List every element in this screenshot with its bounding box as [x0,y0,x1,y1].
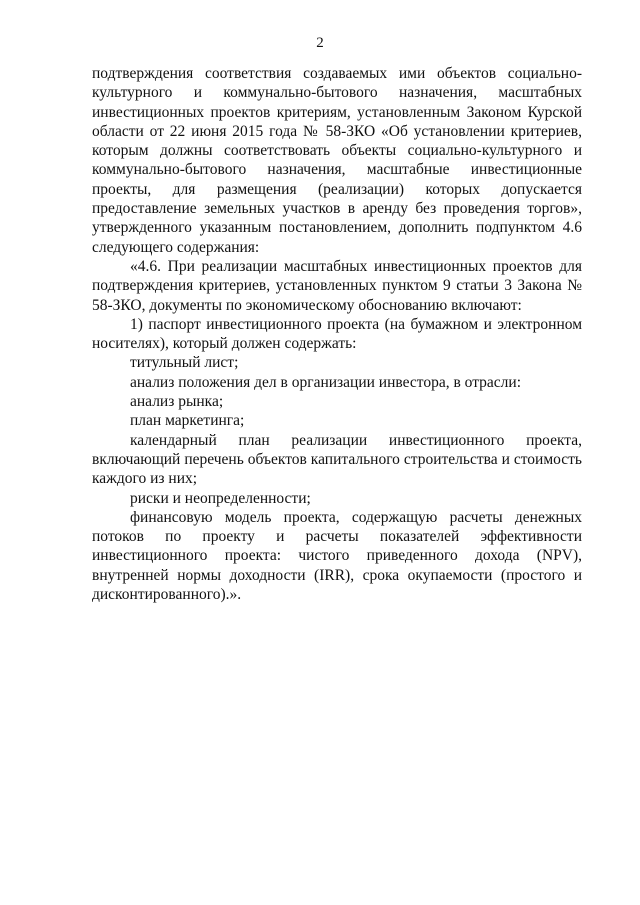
list-item-investor-analysis: анализ положения дел в организации инвестора, в отрасли: [130,373,522,391]
page-number: 2 [316,35,324,51]
document-body [92,64,582,604]
paragraph-clause-4-6: «4.6. При реализации масштабных инвестиционных проектов для подтверждения критериев, установленных пунктом 9 статьи 3 Закона № 58-ЗКО, документы по экономическому обоснованию включают: [92,257,582,314]
list-item-risks: риски и неопределенности; [130,489,311,507]
paragraph-amendment-intro: подтверждения соответствия создаваемых ими объектов социально-культурного и коммунально-бытового назначения, масштабных инвестиционных проектов критериям, установленным Законом Курской области от 22 июня 2015 года № 58-ЗКО «Об установлении критериев, которым должны соответствовать объекты социально-культурного и коммунально-бытового назначения, масштабные инвестиционные проекты, для размещения (реализации) которых допускается предоставление земельных участков в аренду без проведения торгов», утвержденного указанным постановлением, дополнить подпунктом 4.6 следующего содержания: [92,65,582,256]
list-item-calendar-plan: календарный план реализации инвестиционного проекта, включающий перечень объектов капитального строительства и стоимость каждого из них; [92,431,582,488]
list-item-financial-model: финансовую модель проекта, содержащую расчеты денежных потоков по проекту и расчеты показателей эффективности инвестиционного проекта: чистого приведенного дохода (NPV), внутренней нормы доходности (IRR), срока окупаемости (простого и дисконтированного).». [92,508,582,604]
list-item-marketing-plan: план маркетинга; [130,412,245,430]
list-item-market-analysis: анализ рынка; [130,393,224,411]
list-item-title-page: титульный лист; [130,354,239,372]
paragraph-investment-passport: 1) паспорт инвестиционного проекта (на бумажном и электронном носителях), который должен содержать: [92,315,582,353]
